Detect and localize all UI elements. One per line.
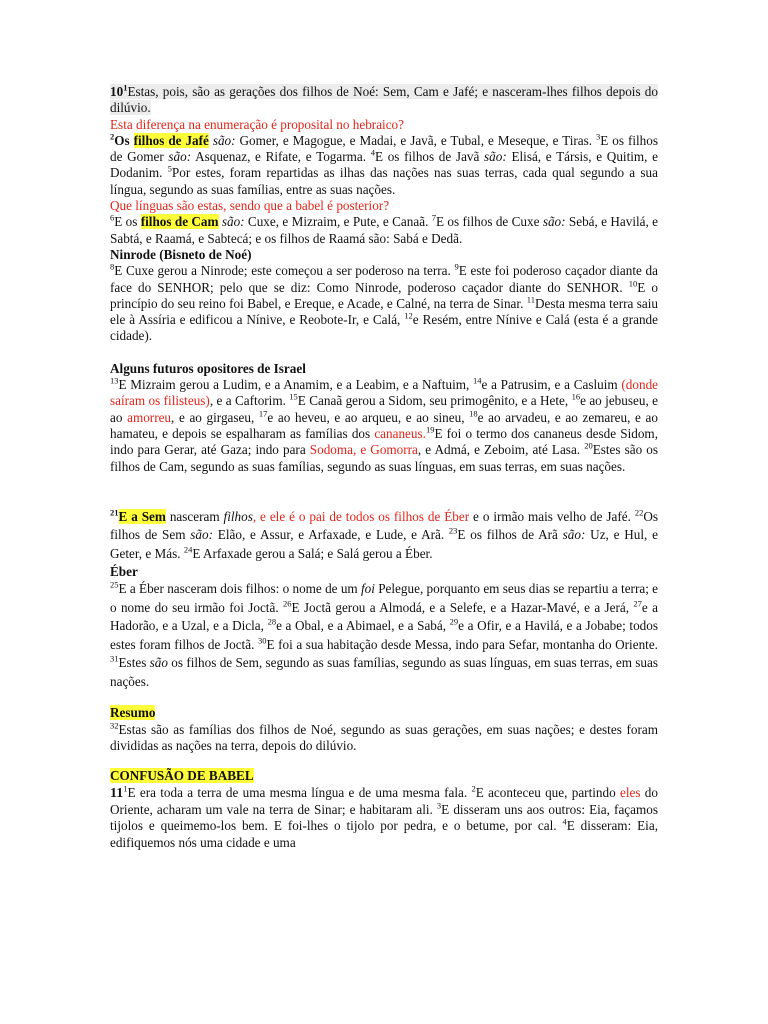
red-annotation: (donde saíram os filisteus) (110, 377, 659, 409)
verse-text: do Oriente, acharam um vale na terra de Sinar; e habitaram ali. (110, 784, 658, 817)
verse-text: Sebá, e Havilá, e Sabtá, e Raamá, e Sabtecá; e os filhos de Raamá são: Sabá e Dedã. (110, 214, 659, 246)
verse-number: 2 (471, 783, 476, 794)
verse-number: 5 (167, 164, 172, 175)
italic-text: filhos (223, 508, 253, 524)
ch10-intro (110, 84, 658, 117)
verse-text: Cuxe, e Mizraim, e Pute, e Canaã. (244, 214, 432, 230)
paragraph-ninrode (110, 263, 658, 344)
verse-number: 29 (449, 616, 459, 627)
italic-text: são: (208, 132, 236, 148)
chapter-number: 10 (110, 84, 124, 99)
paragraph-cam (110, 214, 658, 247)
verse-number: 16 (571, 391, 581, 402)
verse-number: 12 (404, 310, 413, 321)
paragraph-babel (110, 785, 658, 851)
verse-text: E foi a sua habitação desde Messa, indo para Sefar, montanha do Oriente. (266, 636, 658, 652)
paragraph-sem (110, 508, 658, 564)
section-heading-resumo: Resumo (110, 705, 156, 721)
verse-text: Elisá, e Társis, e Quitim, e Dodanim. (110, 149, 658, 181)
question-note: Que línguas são estas, sendo que a babel é posterior? (110, 198, 390, 214)
section-heading-opositores: Alguns futuros opositores de Israel (110, 360, 306, 376)
verse-number: 28 (267, 616, 277, 627)
italic-text: são: (562, 527, 586, 543)
verse-text: , e a Caftorim. (209, 393, 290, 409)
verse-text: E os filhos de Arã (457, 527, 563, 543)
verse-text: E Canaã gerou a Sidom, seu primogênito, e a Hete, (297, 393, 572, 409)
verse-number: 32 (110, 720, 119, 731)
verse-text: E os filhos de Gomer (110, 132, 659, 165)
verse-number: 31 (110, 653, 119, 664)
verse-number: 21 (110, 507, 119, 518)
paragraph-opositores (110, 377, 658, 475)
verse-number: 18 (469, 408, 478, 419)
verse-text: E os (114, 214, 141, 230)
verse-number: 25 (110, 579, 119, 590)
verse-text: E os filhos de Javã (374, 149, 485, 165)
verse-number: 19 (425, 424, 435, 435)
verse-number: 4 (370, 147, 375, 158)
verse-text: E foi o termo dos cananeus desde Sidom, indo para Gerar, até Gaza; indo para (110, 425, 658, 458)
verse-text: E Cuxe gerou a Ninrode; este começou a ser poderoso na terra. (114, 263, 455, 279)
italic-text: são: (218, 214, 245, 230)
highlight-filhos-de-jafe: filhos de Jafé (133, 132, 209, 148)
verse-text: e Resém, entre Nínive e Calá (esta é a grande cidade). (110, 312, 658, 344)
paragraph-jafe (110, 133, 658, 198)
red-annotation: cananeus. (374, 425, 426, 441)
verse-text: e ao jebuseu, e ao (110, 393, 658, 425)
verse-text: Asquenaz, e Rifate, e Togarma. (191, 149, 371, 165)
question-note: Esta diferença na enumeração é proposital no hebraico? (110, 116, 405, 132)
paragraph-resumo (110, 722, 658, 755)
verse-text: e ao arvadeu, e ao zemareu, e ao hamateu, e depois se espalharam as famílias dos (110, 409, 658, 441)
verse-number: 10 (628, 278, 638, 289)
verse-text: Desta mesma terra saiu ele à Assíria e edificou a Nínive, e Reobote-Ir, e Calá, (110, 295, 658, 328)
verse-text: E Mizraim gerou a Ludim, e a Anamim, e a Leabim, e a Naftuim, (118, 377, 474, 393)
verse-number: 30 (257, 635, 267, 646)
verse-number: 27 (633, 598, 642, 609)
verse-number: 11 (526, 294, 535, 305)
verse-number: 1 (123, 82, 128, 93)
italic-text: são: (190, 527, 214, 543)
paragraph-eber (110, 580, 658, 692)
verse-text: e a Obal, e a Abimael, e a Sabá, (276, 618, 450, 634)
verse-text: E disseram uns aos outros: Eia, façamos tijolos e queimemo-los bem. E foi-lhes o tijolo por pedra, e o betume, por cal. (110, 801, 658, 834)
verse-text: Por estes, foram repartidas as ilhas das nações nas suas terras, cada qual segundo a sua língua, segundo as suas famílias, entre as suas nações. (110, 165, 658, 197)
red-annotation: eles (619, 784, 641, 800)
red-annotation: amorreu (127, 409, 172, 425)
verse-text: e a Ofir, e a Havilá, e a Jobabe; todos estes foram filhos de Joctã. (110, 618, 658, 652)
italic-text: são: (168, 149, 192, 165)
verse-text: Uz, e Hul, e Geter, e Más. (110, 527, 658, 562)
verse-text: nasceram (165, 508, 224, 524)
verse-number: 3 (596, 131, 601, 142)
verse-number: 14 (473, 375, 482, 386)
italic-text: são (149, 655, 168, 671)
verse-text: E Joctã gerou a Almodá, e a Selefe, e a Hazar-Mavé, e a Jerá, (291, 599, 634, 615)
verse-number: 7 (431, 212, 436, 223)
section-heading-eber: Éber (110, 563, 138, 579)
verse-text: e ao heveu, e ao arqueu, e ao sineu, (267, 409, 470, 425)
verse-text: E a Éber nasceram dois filhos: o nome de um (118, 580, 361, 596)
verse-number: 2 (110, 131, 115, 142)
highlight-filhos-de-cam: filhos de Cam (140, 214, 219, 230)
verse-number: 15 (289, 391, 298, 402)
verse-text: e a Hadorão, e a Uzal, e a Dicla, (110, 599, 658, 634)
italic-text: são: (542, 214, 566, 230)
verse-number: 4 (562, 816, 567, 827)
verse-text: Estes são os filhos de Cam, segundo as suas famílias, segundo as suas línguas, em suas terras, em suas nações. (110, 442, 658, 474)
resumo-heading-line (110, 705, 658, 721)
verse-text: Estes (118, 655, 150, 671)
verse-text: E Arfaxade gerou a Salá; e Salá gerou a Éber. (192, 546, 433, 562)
verse-number: 26 (282, 598, 292, 609)
verse-text: Elão, e Assur, e Arfaxade, e Lude, e Arã. (213, 527, 449, 543)
verse-text: e a Patrusim, e a Casluim (481, 377, 622, 393)
highlight-e-a-sem: E a Sem (118, 508, 166, 524)
verse-number: 23 (448, 526, 458, 537)
verse-number: 8 (110, 261, 115, 272)
verse-number: 3 (436, 800, 442, 811)
verse-text: E aconteceu que, partindo (475, 784, 620, 800)
verse-text: , e Admá, e Zeboim, até Lasa. (417, 442, 585, 458)
red-annotation: Sodoma, e Gomorra (309, 442, 418, 458)
italic-text: são: (484, 149, 507, 165)
verse-text: E este foi poderoso caçador diante da face do SENHOR; pelo que se diz: Como Ninrode, poderoso caçador diante do SENHOR. (110, 263, 658, 295)
verse-number: 6 (110, 212, 115, 223)
verse-text: E disseram: Eia, edifiquemos nós uma cidade e uma (110, 818, 658, 850)
verse-number: 20 (584, 440, 593, 451)
verse-text: Estas são as famílias dos filhos de Noé, segundo as suas gerações, em suas nações; e destes foram divididas as nações na terra, depois do dilúvio. (110, 721, 658, 754)
verse-number: 9 (454, 261, 459, 272)
verse-number: 17 (258, 408, 268, 419)
verse-text: , e ao girgaseu, (171, 409, 259, 425)
bold-text: Os (114, 132, 134, 148)
babel-heading-line (110, 768, 658, 784)
section-heading-ninrode: Ninrode (Bisneto de Noé) (110, 246, 252, 262)
verse-number: 22 (634, 507, 644, 518)
verse-text: E o princípio do seu reino foi Babel, e Ereque, e Acade, e Calné, na terra de Sinar. (110, 279, 658, 311)
red-annotation: , e ele é o pai de todos os filhos de Éber (252, 508, 470, 524)
verse-text: Estas, pois, são as gerações dos filhos de Noé: Sem, Cam e Jafé; e nasceram-lhes filhos depois do dilúvio. (110, 84, 658, 116)
document-page (110, 84, 658, 851)
verse-text: Pelegue, porquanto em seus dias se repartiu a terra; e o nome do seu irmão foi Joctã. (110, 580, 659, 615)
verse-text: E os filhos de Cuxe (435, 214, 543, 230)
verse-text: Gomer, e Magogue, e Madai, e Javã, e Tubal, e Meseque, e Tiras. (235, 132, 597, 148)
chapter-number: 11 (110, 785, 124, 801)
italic-text: foi (360, 580, 375, 596)
verse-text: os filhos de Sem, segundo as suas famílias, segundo as suas línguas, em suas terras, em suas nações. (110, 655, 658, 689)
verse-number: 1 (123, 783, 128, 794)
section-heading-babel: CONFUSÃO DE BABEL (110, 768, 254, 784)
verse-text: e o irmão mais velho de Jafé. (469, 508, 635, 524)
verse-text: E era toda a terra de uma mesma língua e de uma mesma fala. (127, 784, 472, 800)
verse-text: Os filhos de Sem (110, 508, 659, 543)
verse-number: 13 (110, 375, 119, 386)
verse-number: 24 (183, 544, 193, 555)
